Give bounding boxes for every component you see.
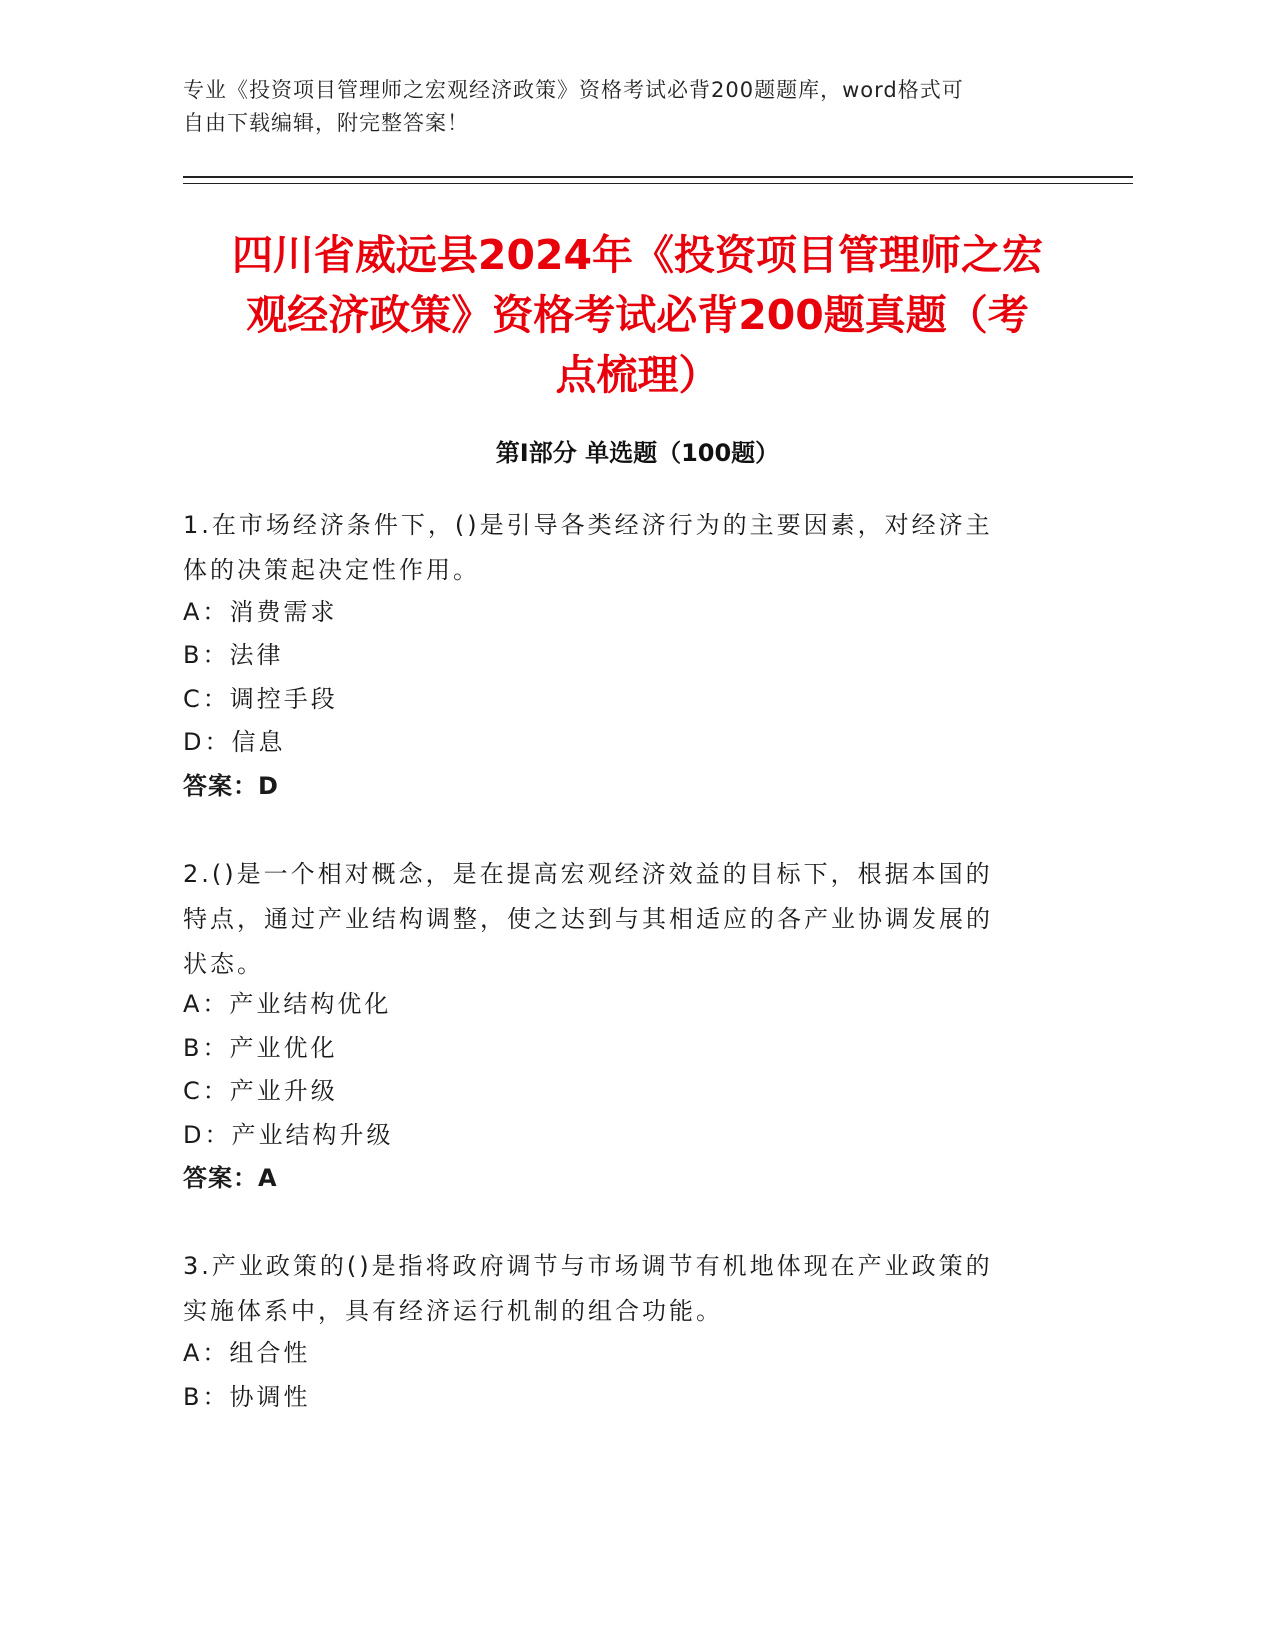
question-1-answer: 答案：D (183, 772, 279, 800)
question-1-stem (183, 503, 1063, 593)
question-2-option-d: D：产业结构升级 (183, 1121, 394, 1149)
header-note (183, 74, 1063, 140)
question-1-option-d: D：信息 (183, 728, 286, 756)
question-2-stem (183, 852, 1063, 987)
question-3-option-a: A：组合性 (183, 1339, 311, 1367)
question-1-option-c: C：调控手段 (183, 685, 338, 713)
question-2-stem-line-3: 状态。 (183, 950, 264, 978)
question-3-option-b: B：协调性 (183, 1383, 311, 1411)
header-divider-thin (183, 183, 1133, 184)
question-2-option-a: A：产业结构优化 (183, 990, 392, 1018)
document-title (150, 225, 1125, 405)
question-2-stem-line-1: 2.()是一个相对概念，是在提高宏观经济效益的目标下，根据本国的 (183, 860, 993, 888)
section-heading: 第Ⅰ部分 单选题（100题） (495, 439, 780, 467)
question-1-stem-line-1: 1.在市场经济条件下，()是引导各类经济行为的主要因素，对经济主 (183, 511, 993, 539)
question-2-stem-line-2: 特点，通过产业结构调整，使之达到与其相适应的各产业协调发展的 (183, 905, 993, 933)
question-1-stem-line-2: 体的决策起决定性作用。 (183, 556, 480, 584)
title-line-2: 观经济政策》资格考试必背200题真题（考 (246, 291, 1029, 339)
header-divider-thick (183, 176, 1133, 178)
header-note-line-1: 专业《投资项目管理师之宏观经济政策》资格考试必背200题题库，word格式可 (183, 78, 964, 102)
question-2-option-c: C：产业升级 (183, 1077, 338, 1105)
title-line-3: 点梳理） (555, 351, 720, 399)
question-2-option-b: B：产业优化 (183, 1034, 338, 1062)
question-3-stem (183, 1244, 1063, 1334)
question-2-answer: 答案：A (183, 1164, 278, 1192)
title-line-1: 四川省威远县2024年《投资项目管理师之宏 (231, 231, 1044, 279)
header-note-line-2: 自由下载编辑，附完整答案！ (183, 111, 469, 135)
question-3-stem-line-2: 实施体系中，具有经济运行机制的组合功能。 (183, 1297, 723, 1325)
question-3-stem-line-1: 3.产业政策的()是指将政府调节与市场调节有机地体现在产业政策的 (183, 1252, 993, 1280)
question-1-option-a: A：消费需求 (183, 598, 338, 626)
question-1-option-b: B：法律 (183, 641, 284, 669)
